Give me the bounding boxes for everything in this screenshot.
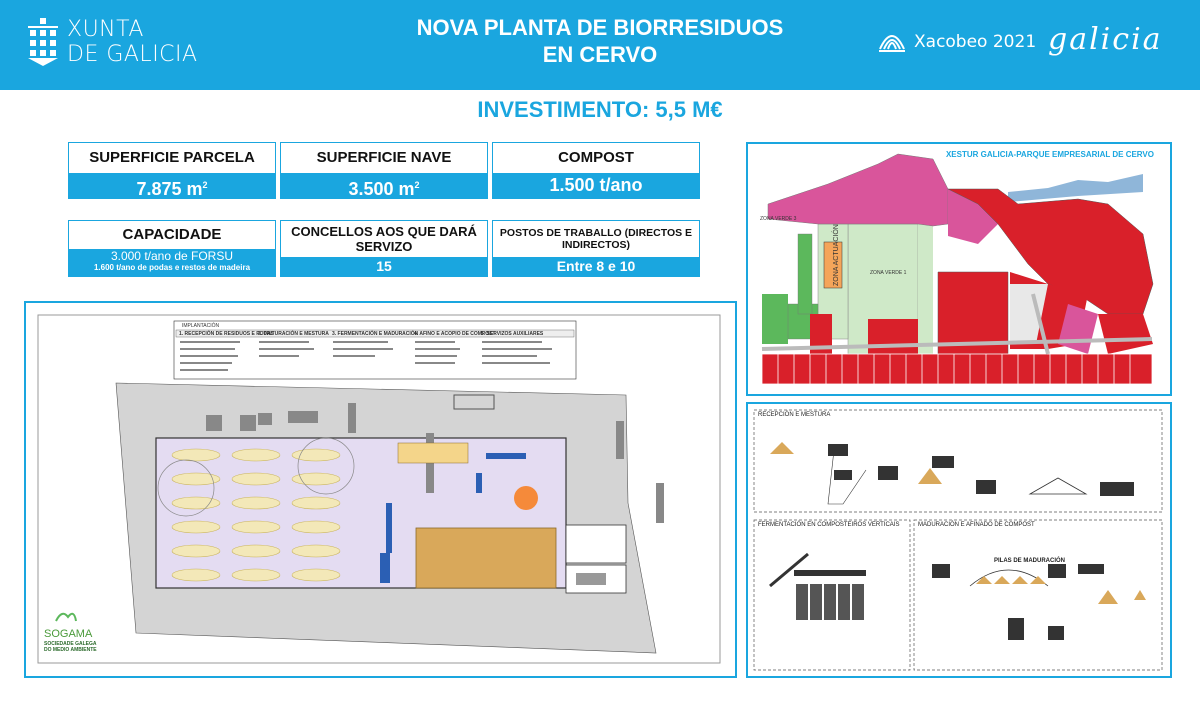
plant-layout-drawing	[26, 303, 735, 676]
sogama-sub-2: DO MEDIO AMBIENTE	[44, 647, 97, 653]
process-flow-panel	[746, 402, 1172, 678]
card-label: COMPOST	[558, 149, 634, 166]
galicia-logo	[1048, 22, 1163, 57]
plant-layout-panel	[24, 301, 737, 678]
legend-col-3: 3. FERMENTACIÓN E MADURACIÓN	[332, 331, 419, 337]
sogama-logo	[44, 614, 97, 653]
card-value: Entre 8 e 10	[493, 257, 699, 276]
card-value	[69, 173, 275, 198]
site-map	[748, 144, 1170, 394]
xunta-wordmark	[67, 17, 198, 67]
pilas-label: PILAS DE MADURACIÓN	[994, 558, 1066, 564]
card-value: 1.500 t/ano	[493, 173, 699, 198]
xacobeo-logo	[876, 24, 1036, 60]
card-concellos	[280, 220, 488, 277]
value-text: 7.875 m	[136, 179, 203, 199]
zone-verde-3: ZONA VERDE 3	[760, 216, 797, 222]
card-label: SUPERFICIE PARCELA	[89, 149, 255, 166]
legend-col-1: 1. RECEPCIÓN DE RESIDUOS E PODAS	[179, 331, 275, 337]
title-line-2: EN CERVO	[542, 42, 658, 67]
galicia-wordmark: galicia	[1048, 22, 1163, 57]
title-line-1: NOVA PLANTA DE BIORRESIDUOS	[416, 15, 784, 40]
legend-col-4: 4. AFINO E ACOPIO DE COMPOST	[414, 331, 496, 337]
capacity-podas: 1.600 t/ano de podas e restos de madeira	[93, 263, 251, 272]
page-title	[360, 14, 840, 68]
site-map-panel	[746, 142, 1172, 396]
org-line-2: DE GALICIA	[67, 42, 198, 67]
card-compost	[492, 142, 700, 199]
legend-col-5: 5. SERVIZOS AUXILIARES	[481, 331, 544, 337]
legend-col-2: 2. TRITURACIÓN E MESTURA	[258, 331, 329, 337]
section-reception: RECEPCIÓN E MESTURA	[758, 412, 831, 418]
section-maturation: MADURACIÓN E AFINADO DE COMPOST	[918, 522, 1035, 528]
section-fermentation: FERMENTACIÓN EN COMPOSTEIROS VERTICAIS	[758, 522, 900, 528]
card-postos	[492, 220, 700, 277]
card-label: POSTOS DE TRABALLO (DIRECTOS E INDIRECTOS)	[499, 227, 693, 251]
zone-label: ZONA ACTUACIÓN	[833, 224, 840, 286]
value-text: 3.500 m	[348, 179, 415, 199]
card-superficie-nave	[280, 142, 488, 199]
scallop-shell-icon	[876, 27, 908, 57]
value-superscript: 2	[202, 180, 208, 190]
sogama-name: SOGAMA	[44, 628, 93, 640]
legend-title: IMPLANTACIÓN	[182, 323, 220, 329]
process-flow-diagram	[748, 404, 1170, 676]
value-superscript: 2	[414, 180, 420, 190]
card-label: CAPACIDADE	[122, 226, 222, 243]
card-value: 15	[281, 257, 487, 276]
card-value	[281, 173, 487, 198]
zone-verde-1: ZONA VERDE 1	[870, 270, 907, 276]
card-capacidade	[68, 220, 276, 277]
investment-title: INVESTIMENTO: 5,5 M€	[477, 97, 723, 122]
sogama-sub-1: SOCIEDADE GALEGA	[44, 641, 97, 647]
card-label: SUPERFICIE NAVE	[316, 149, 452, 166]
xunta-shield-icon	[26, 18, 60, 66]
map-title: XESTUR GALICIA-PARQUE EMPRESARIAL DE CERVO	[945, 150, 1154, 159]
org-line-1: XUNTA	[67, 17, 144, 42]
capacity-forsu: 3.000 t/ano de FORSU	[110, 249, 234, 263]
xacobeo-label: Xacobeo 2021	[914, 32, 1037, 52]
header-bar	[0, 0, 1200, 90]
card-value	[69, 249, 275, 276]
card-superficie-parcela	[68, 142, 276, 199]
card-label: CONCELLOS AOS QUE DARÁ SERVIZO	[291, 224, 477, 254]
